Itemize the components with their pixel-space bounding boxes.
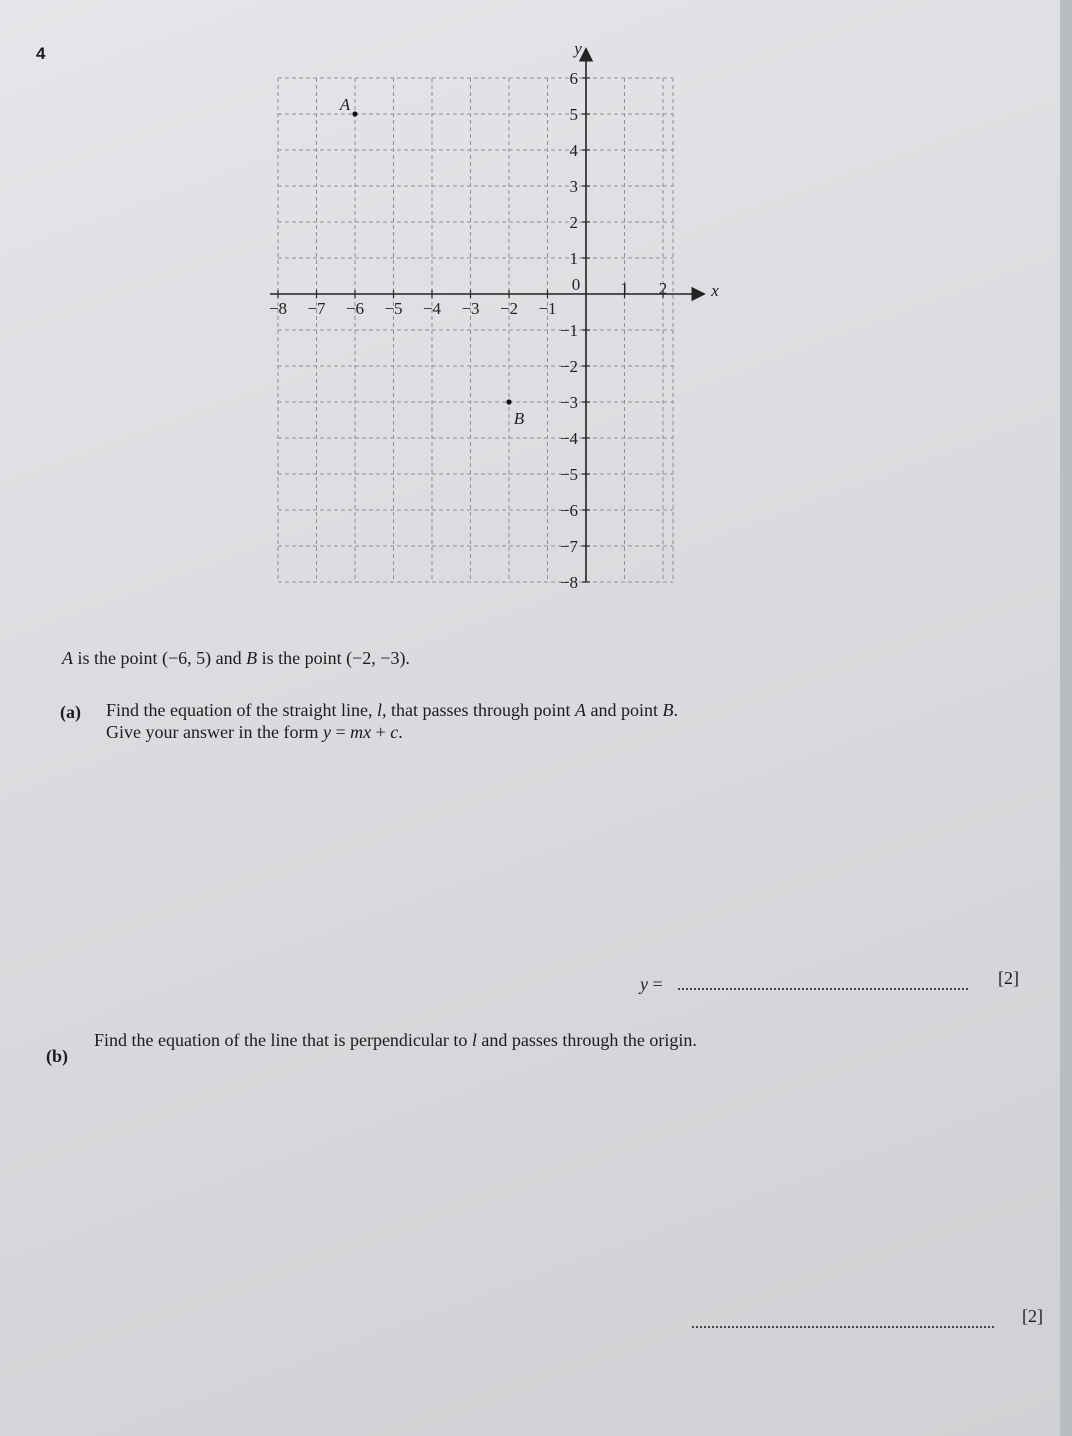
axes <box>270 50 703 582</box>
x-tick-label: 1 <box>620 279 629 298</box>
y-tick-label: 4 <box>569 141 578 160</box>
part-a-label: (a) <box>60 702 81 722</box>
x-tick-label: −3 <box>461 299 480 318</box>
part-a-instruction: Give your answer in the form y = mx + c. <box>106 722 403 742</box>
point-b <box>506 399 511 404</box>
part-b-question: Find the equation of the line that is perpendicular to l and passes through the origin. <box>94 1030 697 1050</box>
x-tick-label: −2 <box>499 299 519 318</box>
y-tick-label: 5 <box>569 105 578 124</box>
x-tick-label: −1 <box>538 299 557 318</box>
y-tick-label: −6 <box>559 501 578 520</box>
x-tick-label: −6 <box>345 299 365 318</box>
y-tick-label: −3 <box>559 393 578 412</box>
x-tick-label: −5 <box>384 299 403 318</box>
part-b-marks: [2] <box>1022 1306 1043 1326</box>
x-tick-label: −7 <box>307 299 326 318</box>
part-a-question: Find the equation of the straight line, l, that passes through point A and point B. <box>106 700 678 720</box>
point-a <box>352 111 357 116</box>
x-tick-label: −8 <box>268 299 288 318</box>
answer-a-line[interactable] <box>678 988 968 990</box>
point-label-a: A <box>339 95 351 114</box>
y-tick-label: 6 <box>569 69 578 88</box>
x-tick-label: −4 <box>422 299 442 318</box>
y-tick-label: −8 <box>559 573 578 592</box>
answer-b-line[interactable] <box>692 1326 994 1328</box>
y-tick-label: 1 <box>569 249 578 268</box>
x-tick-label: 2 <box>658 279 668 298</box>
y-tick-label: −2 <box>559 357 578 376</box>
origin-label: 0 <box>571 275 581 294</box>
y-tick-label: −5 <box>559 465 578 484</box>
y-tick-label: −4 <box>559 429 578 448</box>
y-tick-label: 2 <box>569 213 578 232</box>
grid-lines <box>278 78 673 582</box>
y-tick-label: −1 <box>559 321 578 340</box>
y-axis-label: y <box>574 39 582 58</box>
x-axis-label: x <box>711 281 719 300</box>
part-b-label: (b) <box>46 1046 68 1066</box>
coordinate-grid <box>0 0 1072 640</box>
intro-text: A is the point (−6, 5) and B is the point (−2, −3). <box>62 648 410 668</box>
point-label-b: B <box>513 409 525 428</box>
y-tick-label: −7 <box>559 537 578 556</box>
y-tick-label: 3 <box>569 177 578 196</box>
answer-a-prefix: y = <box>640 974 663 994</box>
question-number: 4 <box>36 44 46 63</box>
part-a-marks: [2] <box>998 968 1019 988</box>
tick-labels <box>269 39 719 592</box>
